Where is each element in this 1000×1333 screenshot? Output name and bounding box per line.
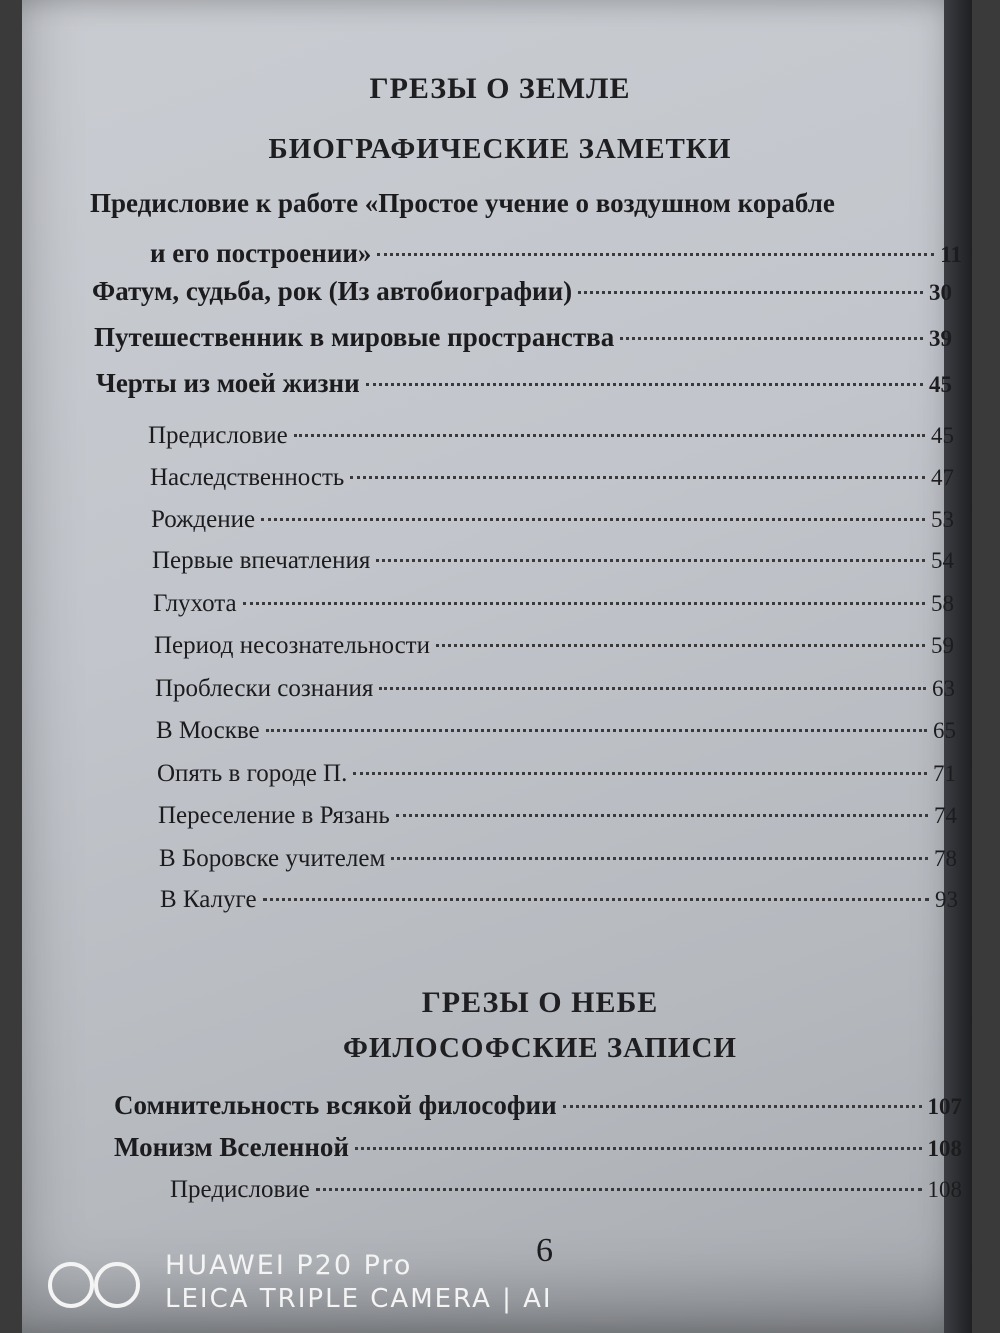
toc-page-number: 59 bbox=[931, 633, 954, 658]
toc-entry-preface-airship-line1: Предисловие к работе «Простое учение о воздушном корабле bbox=[90, 188, 835, 218]
toc-entry-label: Путешественник в мировые пространства bbox=[94, 322, 615, 352]
toc-entry-label: Период несознательности bbox=[154, 632, 430, 659]
toc-page-number: 30 bbox=[929, 280, 952, 305]
leader-dots bbox=[350, 476, 925, 479]
toc-subentry bbox=[152, 547, 954, 575]
toc-entry-label: В Москве bbox=[156, 717, 260, 744]
toc-entry-monism bbox=[114, 1132, 962, 1163]
leader-dots bbox=[294, 434, 925, 437]
toc-entry-doubtfulness bbox=[114, 1090, 962, 1121]
toc-entry-label: Предисловие bbox=[170, 1176, 310, 1203]
toc-page-number: 47 bbox=[931, 465, 954, 490]
toc-page-number: 54 bbox=[931, 548, 954, 573]
toc-subentry bbox=[155, 675, 955, 703]
leader-dots bbox=[379, 687, 926, 690]
leader-dots bbox=[316, 1188, 922, 1191]
toc-entry-label: Сомнительность всякой философии bbox=[114, 1090, 557, 1120]
watermark-line1: HUAWEI P20 Pro bbox=[165, 1250, 413, 1281]
toc-entry-traveller bbox=[94, 322, 952, 353]
leader-dots bbox=[353, 772, 927, 775]
leader-dots bbox=[436, 644, 925, 647]
toc-page-number: 53 bbox=[931, 507, 954, 532]
toc-entry-label: Глухота bbox=[153, 590, 237, 617]
toc-entry-label: Опять в городе П. bbox=[157, 760, 348, 787]
section-subtitle-biographical: БИОГРАФИЧЕСКИЕ ЗАМЕТКИ bbox=[268, 133, 732, 165]
leader-dots bbox=[391, 857, 928, 860]
toc-entry-fatum bbox=[92, 276, 952, 307]
toc-subentry bbox=[153, 590, 954, 618]
toc-page-number: 58 bbox=[931, 591, 954, 616]
leader-dots bbox=[366, 383, 923, 386]
leader-dots bbox=[578, 291, 923, 294]
leader-dots bbox=[263, 898, 929, 901]
toc-page-number: 11 bbox=[940, 242, 962, 267]
toc-entry-features-of-my-life bbox=[96, 368, 952, 399]
toc-subentry bbox=[158, 802, 957, 830]
toc-entry-label: Предисловие bbox=[148, 422, 288, 449]
toc-page-number: 107 bbox=[927, 1094, 962, 1119]
leader-dots bbox=[261, 518, 925, 521]
toc-subentry bbox=[159, 845, 957, 873]
leader-dots bbox=[396, 814, 928, 817]
toc-page-number: 65 bbox=[933, 718, 956, 743]
leader-dots bbox=[355, 1147, 922, 1150]
watermark-line2: LEICA TRIPLE CAMERA | AI bbox=[165, 1284, 553, 1314]
toc-page-number: 74 bbox=[934, 803, 957, 828]
toc-page-number: 108 bbox=[927, 1136, 962, 1161]
toc-entry-label: Первые впечатления bbox=[152, 547, 371, 574]
toc-subentry bbox=[170, 1176, 962, 1204]
leader-dots bbox=[377, 253, 934, 256]
toc-page-number: 78 bbox=[934, 846, 957, 871]
toc-subentry bbox=[148, 422, 954, 450]
toc-subentry bbox=[156, 717, 956, 745]
toc-entry-label: и его построении» bbox=[150, 238, 372, 268]
toc-page-number: 63 bbox=[932, 676, 955, 701]
leader-dots bbox=[563, 1105, 922, 1108]
toc-entry-preface-airship bbox=[150, 238, 962, 269]
toc-subentry bbox=[157, 760, 956, 788]
toc-page-number: 45 bbox=[929, 372, 952, 397]
leader-dots bbox=[266, 729, 927, 732]
toc-entry-label: В Боровске учителем bbox=[159, 845, 386, 872]
section-title-sky: ГРЕЗЫ О НЕБЕ bbox=[421, 986, 659, 1019]
leader-dots bbox=[620, 337, 923, 340]
toc-entry-label: Переселение в Рязань bbox=[158, 802, 390, 829]
page-number: 6 bbox=[536, 1232, 553, 1269]
toc-entry-label: Наследственность bbox=[150, 464, 345, 491]
leader-dots bbox=[376, 559, 925, 562]
toc-page-number: 71 bbox=[933, 761, 956, 786]
toc-page-number: 45 bbox=[931, 423, 954, 448]
section-title-earth: ГРЕЗЫ О ЗЕМЛЕ bbox=[369, 72, 631, 105]
toc-page-number: 39 bbox=[929, 326, 952, 351]
toc-entry-label: Фатум, судьба, рок (Из автобиографии) bbox=[92, 276, 573, 306]
toc-entry-label: Черты из моей жизни bbox=[96, 368, 360, 398]
toc-entry-label: В Калуге bbox=[160, 886, 257, 913]
toc-entry-label: Рождение bbox=[151, 506, 256, 533]
toc-page-number: 93 bbox=[935, 887, 958, 912]
section-subtitle-philosophical: ФИЛОСОФСКИЕ ЗАПИСИ bbox=[342, 1032, 737, 1064]
toc-entry-label: Монизм Вселенной bbox=[114, 1132, 349, 1162]
toc-page-number: 108 bbox=[927, 1177, 962, 1202]
toc-subentry bbox=[151, 506, 954, 534]
toc-subentry bbox=[160, 886, 958, 914]
leader-dots bbox=[243, 602, 925, 605]
toc-subentry bbox=[154, 632, 954, 660]
camera-logo-icon bbox=[48, 1262, 148, 1306]
toc-subentry bbox=[150, 464, 954, 492]
toc-entry-label: Проблески сознания bbox=[155, 675, 374, 702]
